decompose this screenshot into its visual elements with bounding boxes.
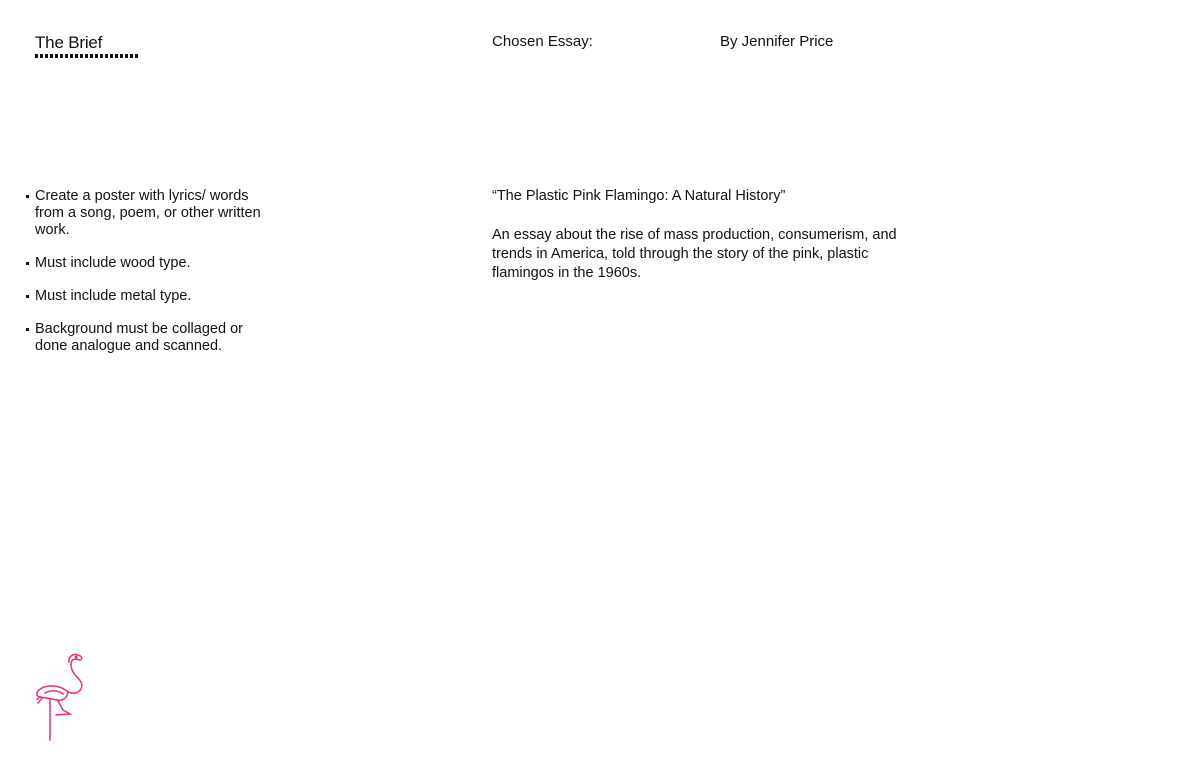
- essay-description: An essay about the rise of mass production, consumerism, and trends in America, told through the story of the pink, plastic flamingos in the 1960s.: [492, 227, 897, 281]
- bullet-icon: [26, 195, 29, 198]
- essay-author: By Jennifer Price: [720, 33, 834, 50]
- title-underline: [35, 54, 139, 58]
- brief-item-text: Must include wood type.: [35, 255, 191, 271]
- brief-item: [26, 321, 266, 355]
- page-title: The Brief: [35, 33, 103, 52]
- bullet-icon: [26, 262, 29, 265]
- brief-item-text: Must include metal type.: [35, 288, 192, 304]
- brief-item: [26, 288, 266, 305]
- brief-list: [26, 188, 266, 371]
- bullet-icon: [26, 328, 29, 331]
- essay-label: Chosen Essay:: [492, 33, 593, 50]
- brief-item-text: Create a poster with lyrics/ words from a song, poem, or other written work.: [35, 188, 261, 238]
- brief-item: [26, 188, 266, 239]
- brief-item-text: Background must be collaged or done analogue and scanned.: [35, 321, 243, 354]
- essay-title: “The Plastic Pink Flamingo: A Natural History”: [492, 188, 786, 204]
- brief-item: [26, 255, 266, 272]
- bullet-icon: [26, 295, 29, 298]
- flamingo-icon: [30, 648, 90, 744]
